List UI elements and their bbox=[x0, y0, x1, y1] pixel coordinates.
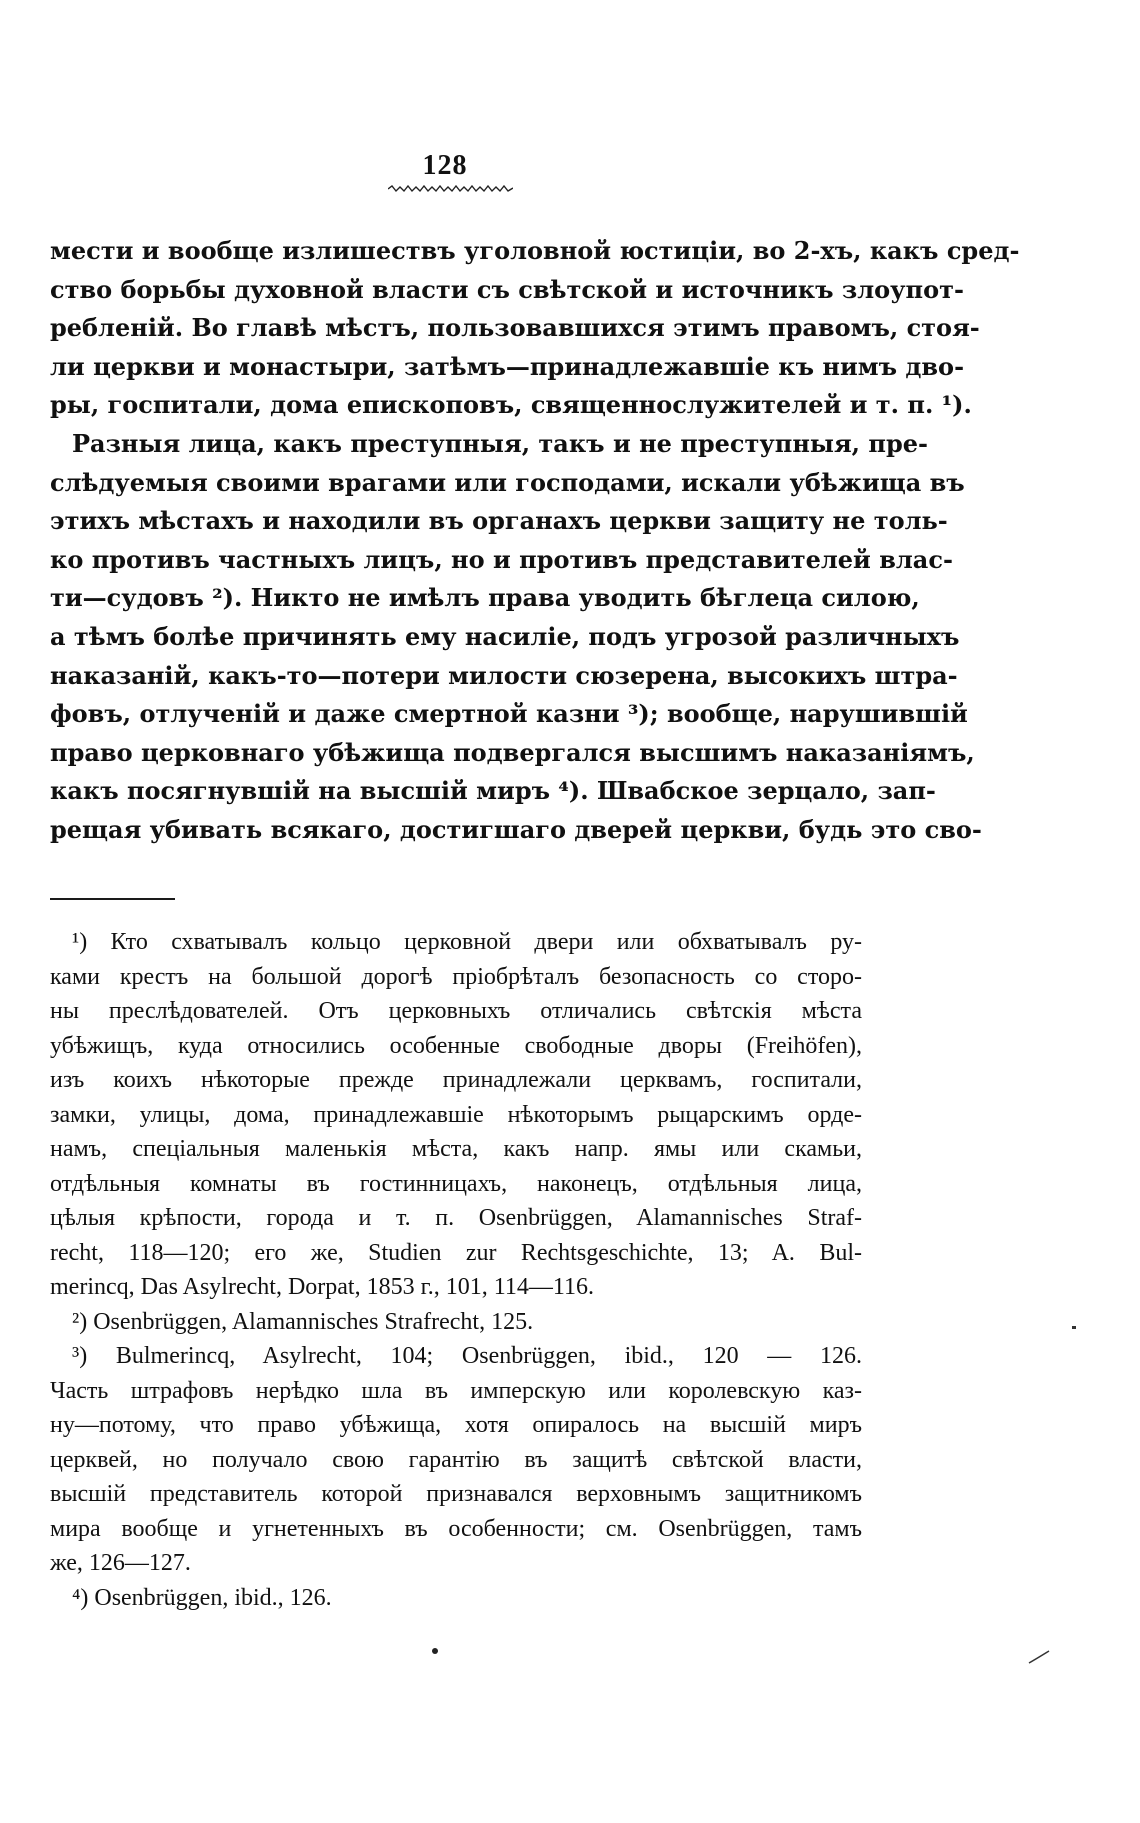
text-line: наказаній, какъ-то—потери милости сюзерена, высокихъ штра- bbox=[50, 660, 958, 690]
text-line: фовъ, отлученій и даже смертной казни ³); вообще, нарушившій bbox=[50, 699, 968, 729]
text-line: слѣдуемыя своими врагами или господами, искали убѣжища въ bbox=[50, 467, 965, 497]
footnote-line: изъ коихъ нѣкоторые прежде принадлежали церквамъ, госпитали, bbox=[50, 1067, 862, 1093]
footnote-line: ками крестъ на большой дорогѣ пріобрѣталъ безопасность со сторо- bbox=[50, 963, 862, 990]
text-line: ко противъ частныхъ лицъ, но и противъ представителей влас- bbox=[50, 544, 953, 574]
text-line: рещая убивать всякаго, достигшаго дверей церкви, будь это сво- bbox=[50, 814, 982, 844]
text-line: ребленій. Во главѣ мѣстъ, пользовавшихся этимъ правомъ, стоя- bbox=[50, 313, 980, 343]
footnote-line: убѣжищъ, куда относились особенные свободные дворы (Freihöfen), bbox=[50, 1032, 862, 1059]
footnote-line: высшій представитель которой признавался верховнымъ защитникомъ bbox=[50, 1481, 862, 1507]
ink-speck bbox=[1072, 1326, 1076, 1329]
page-number: 128 bbox=[422, 150, 468, 181]
text-line: ти—судовъ ²). Никто не имѣлъ права уводить бѣглеца силою, bbox=[50, 583, 920, 613]
page-number-ornament bbox=[388, 185, 513, 193]
footnote-line: ¹) Кто схватывалъ кольцо церковной двери или обхватывалъ ру- bbox=[72, 929, 862, 955]
footnote-line: ну—потому, что право убѣжища, хотя опиралось на высшій миръ bbox=[50, 1412, 862, 1438]
footnote-line: замки, улицы, дома, принадлежавшіе нѣкоторымъ рыцарскимъ орде- bbox=[50, 1101, 862, 1128]
footnote-line: ны преслѣдователей. Отъ церковныхъ отличались свѣтскія мѣста bbox=[50, 998, 862, 1024]
footnote-separator bbox=[50, 898, 175, 900]
footnote-line: отдѣльныя комнаты въ гостинницахъ, наконецъ, отдѣльныя лица, bbox=[50, 1170, 862, 1197]
footnote-line: ³) Bulmerincq, Asylrecht, 104; Osenbrüggen, ibid., 120 — 126. bbox=[72, 1343, 862, 1369]
text-line: ство борьбы духовной власти съ свѣтской и источникъ злоупот- bbox=[50, 274, 964, 304]
footnote-line: же, 126—127. bbox=[50, 1550, 191, 1576]
footnote-line: Часть штрафовъ нерѣдко шла въ имперскую или королевскую каз- bbox=[50, 1377, 862, 1404]
text-line: какъ посягнувшій на высшій миръ ⁴). Швабское зерцало, зап- bbox=[50, 776, 936, 806]
footnote-line: ²) Osenbrüggen, Alamannisches Strafrecht, 125. bbox=[72, 1308, 534, 1335]
footnote-line: цѣлыя крѣпости, города и т. п. Osenbrüggen, Alamannisches Straf- bbox=[50, 1205, 862, 1231]
text-line: Разныя лица, какъ преступныя, такъ и не преступныя, пре- bbox=[72, 428, 928, 458]
footnote-line: церквей, но получало свою гарантію въ защитѣ свѣтской власти, bbox=[50, 1446, 862, 1473]
footnotes bbox=[50, 925, 862, 1615]
pencil-mark bbox=[1028, 1650, 1050, 1664]
footnote-line: намъ, спеціальныя маленькія мѣста, какъ напр. ямы или скамьи, bbox=[50, 1136, 862, 1162]
footnote-line: ⁴) Osenbrüggen, ibid., 126. bbox=[72, 1584, 332, 1611]
text-line: а тѣмъ болѣе причинять ему насиліе, подъ угрозой различныхъ bbox=[50, 621, 960, 651]
ink-dot bbox=[432, 1648, 438, 1654]
text-line: этихъ мѣстахъ и находили въ органахъ церкви защиту не толь- bbox=[50, 506, 948, 536]
footnote-line: мира вообще и угнетенныхъ въ особенности; см. Osenbrüggen, тамъ bbox=[50, 1515, 862, 1542]
text-line: мести и вообще излишествъ уголовной юстиціи, во 2-хъ, какъ сред- bbox=[50, 236, 1020, 265]
text-line: ли церкви и монастыри, затѣмъ—принадлежавшіе къ нимъ дво- bbox=[50, 351, 965, 381]
footnote-line: merincq, Das Asylrecht, Dorpat, 1853 г., 101, 114—116. bbox=[50, 1274, 594, 1300]
text-line: право церковнаго убѣжища подвергался высшимъ наказаніямъ, bbox=[50, 737, 975, 767]
footnote-line: recht, 118—120; его же, Studien zur Rechtsgeschichte, 13; A. Bul- bbox=[50, 1239, 862, 1266]
main-text bbox=[50, 232, 1020, 850]
text-line: ры, госпитали, дома епископовъ, священнослужителей и т. п. ¹). bbox=[50, 390, 972, 420]
